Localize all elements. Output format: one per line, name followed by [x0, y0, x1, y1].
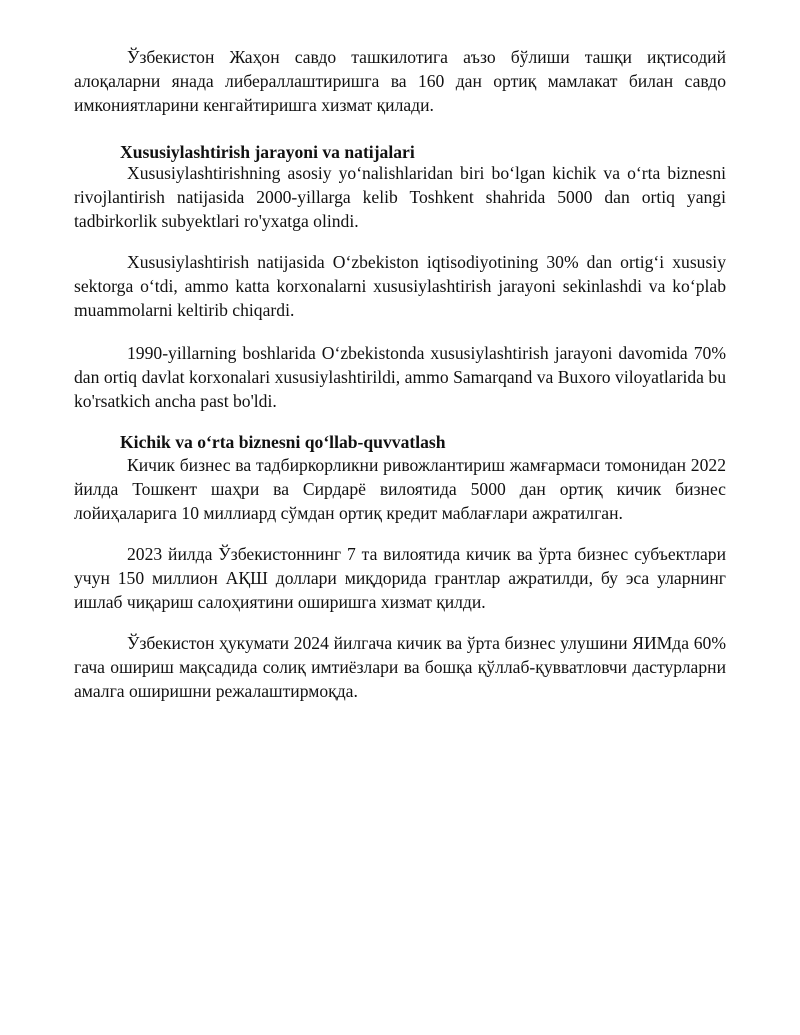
paragraph-government-plan-2024: Ўзбекистон ҳукумати 2024 йилгача кичик ва ўрта бизнес улушини ЯИМда 60% гача ошириш мақсадида солиқ имтиёзлари ва бошқа қўллаб-қувватловчи дастурларни амалга оширишни режалаштирмоқда. [74, 633, 726, 701]
section-heading-privatization: Xususiylashtirish jarayoni va natijalari [120, 142, 415, 162]
paragraph-privatization-1990s: 1990-yillarning boshlarida Oʻzbekistonda xususiylashtirish jarayoni davomida 70% dan ortiq davlat korxonalari xususiylashtirildi, ammo Samarqand va Buxoro viloyatlarida bu ko'rsatkich ancha past bo'ldi. [74, 343, 726, 411]
section-heading-sme-support: Kichik va oʻrta biznesni qoʻllab-quvvatlash [120, 432, 446, 452]
paragraph-grants-2023: 2023 йилда Ўзбекистоннинг 7 та вилоятида кичик ва ўрта бизнес субъектлари учун 150 миллион АҚШ доллари миқдорида грантлар ажратилди, бу эса уларнинг ишлаб чиқариш салоҳиятини оширишга хизмат қилди. [74, 544, 726, 612]
paragraph-privatization-tashkent: Xususiylashtirishning asosiy yoʻnalishlaridan biri boʻlgan kichik va oʻrta biznesni rivojlantirish natijasida 2000-yillarga kelib Toshkent shahrida 5000 dan ortiq yangi tadbirkorlik subyektlari ro'yxatga olindi. [74, 163, 726, 231]
paragraph-wto-membership: Ўзбекистон Жаҳон савдо ташкилотига аъзо бўлиши ташқи иқтисодий алоқаларни янада либераллаштиришга ва 160 дан ортиқ мамлакат билан савдо имкониятларини кенгайтиришга хизмат қилади. [74, 47, 726, 115]
paragraph-sme-fund-2022: Кичик бизнес ва тадбиркорликни ривожлантириш жамғармаси томонидан 2022 йилда Тошкент шаҳри ва Сирдарё вилоятида 5000 дан ортиқ кичик бизнес лойиҳаларига 10 миллиард сўмдан ортиқ кредит маблағлари ажратилган. [74, 455, 726, 523]
paragraph-privatization-30-percent: Xususiylashtirish natijasida Oʻzbekiston iqtisodiyotining 30% dan ortigʻi xususiy sektorga oʻtdi, ammo katta korxonalarni xususiylashtirish jarayoni sekinlashdi va koʻplab muammolarni keltirib chiqardi. [74, 252, 726, 320]
